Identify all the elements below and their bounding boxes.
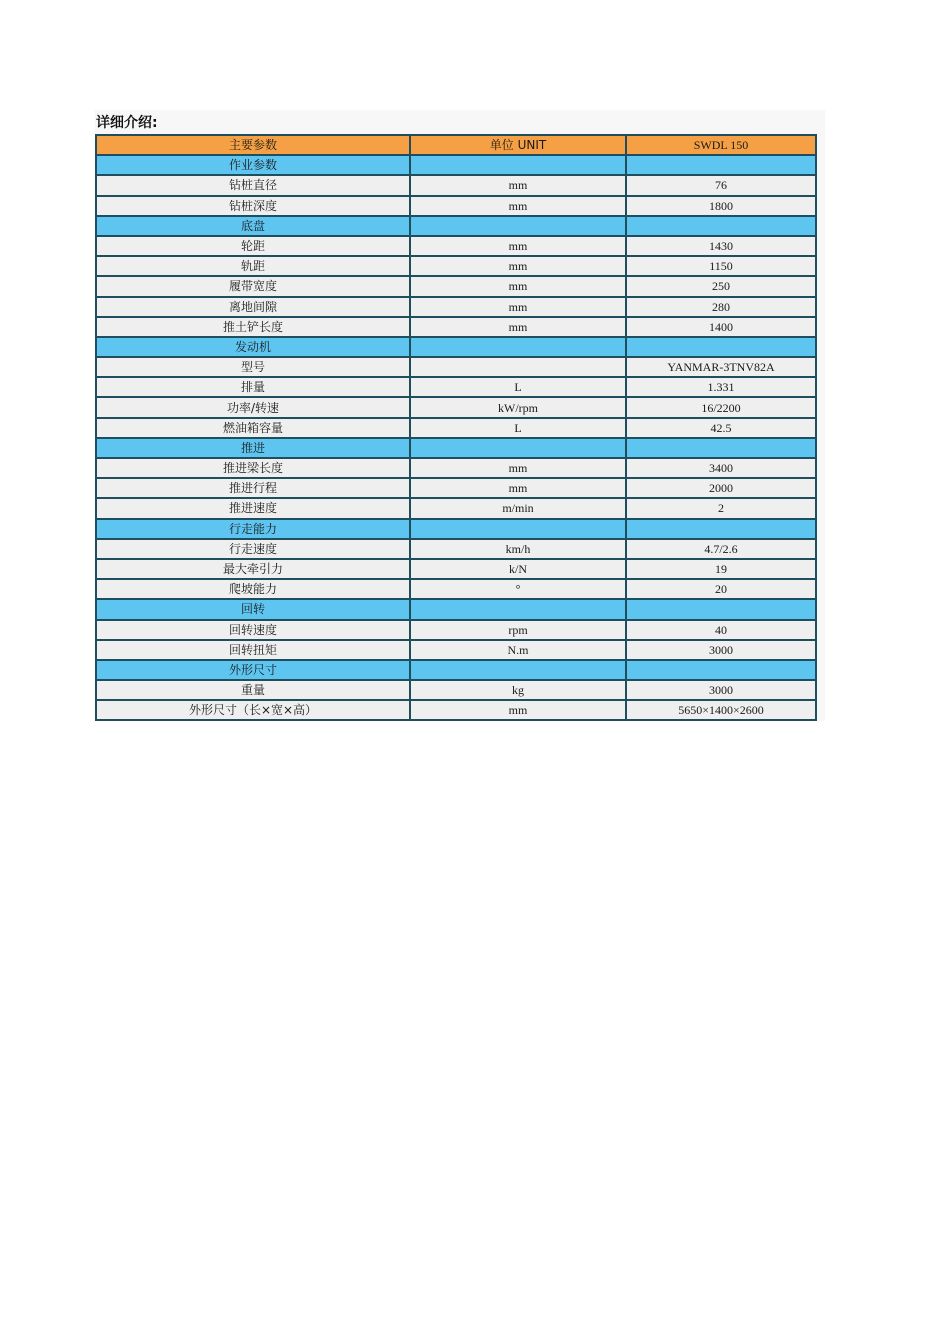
unit-cell (411, 661, 627, 681)
table-row (97, 277, 815, 297)
unit-cell: k/N (411, 560, 627, 580)
header-param: 主要参数 (97, 136, 411, 156)
group-label-cell: 作业参数 (97, 156, 411, 176)
table-row (97, 298, 815, 318)
table-row (97, 197, 815, 217)
table-row (97, 621, 815, 641)
unit-cell: mm (411, 318, 627, 338)
table-row (97, 540, 815, 560)
unit-cell: kg (411, 681, 627, 701)
param-cell: 外形尺寸（长×宽×高） (97, 701, 411, 719)
table-group-row (97, 661, 815, 681)
param-cell: 型号 (97, 358, 411, 378)
unit-cell (411, 358, 627, 378)
header-model: SWDL 150 (627, 136, 815, 156)
unit-cell: kW/rpm (411, 398, 627, 418)
unit-cell: rpm (411, 621, 627, 641)
table-row (97, 176, 815, 196)
value-cell: 1800 (627, 197, 815, 217)
param-cell: 最大牵引力 (97, 560, 411, 580)
param-cell: 回转扭矩 (97, 641, 411, 661)
group-label-cell: 推进 (97, 439, 411, 459)
param-cell: 推进速度 (97, 499, 411, 519)
param-cell: 离地间隙 (97, 298, 411, 318)
value-cell (627, 661, 815, 681)
header-unit: 单位 UNIT (411, 136, 627, 156)
param-cell: 回转速度 (97, 621, 411, 641)
value-cell: 1400 (627, 318, 815, 338)
param-cell: 钻桩深度 (97, 197, 411, 217)
unit-cell: m/min (411, 499, 627, 519)
value-cell: YANMAR-3TNV82A (627, 358, 815, 378)
table-row (97, 257, 815, 277)
value-cell (627, 338, 815, 358)
value-cell: 76 (627, 176, 815, 196)
value-cell: 2 (627, 499, 815, 519)
unit-cell: L (411, 378, 627, 398)
table-row (97, 459, 815, 479)
param-cell: 排量 (97, 378, 411, 398)
param-cell: 钻桩直径 (97, 176, 411, 196)
unit-cell (411, 156, 627, 176)
table-group-row (97, 217, 815, 237)
param-cell: 轨距 (97, 257, 411, 277)
param-cell: 推土铲长度 (97, 318, 411, 338)
value-cell: 3400 (627, 459, 815, 479)
unit-cell: mm (411, 237, 627, 257)
unit-cell: mm (411, 479, 627, 499)
unit-cell: km/h (411, 540, 627, 560)
value-cell (627, 600, 815, 620)
value-cell: 3000 (627, 681, 815, 701)
table-row (97, 580, 815, 600)
table-row (97, 419, 815, 439)
value-cell (627, 439, 815, 459)
unit-cell (411, 600, 627, 620)
unit-cell: ° (411, 580, 627, 600)
detail-section (95, 110, 825, 721)
table-row (97, 479, 815, 499)
table-row (97, 378, 815, 398)
unit-cell: L (411, 419, 627, 439)
unit-cell: mm (411, 459, 627, 479)
unit-cell: mm (411, 701, 627, 719)
value-cell: 20 (627, 580, 815, 600)
param-cell: 轮距 (97, 237, 411, 257)
param-cell: 燃油箱容量 (97, 419, 411, 439)
unit-cell: mm (411, 277, 627, 297)
table-group-row (97, 520, 815, 540)
param-cell: 推进行程 (97, 479, 411, 499)
unit-cell: N.m (411, 641, 627, 661)
param-cell: 推进梁长度 (97, 459, 411, 479)
table-row (97, 560, 815, 580)
table-row (97, 641, 815, 661)
param-cell: 爬坡能力 (97, 580, 411, 600)
value-cell: 280 (627, 298, 815, 318)
value-cell: 1150 (627, 257, 815, 277)
value-cell: 1.331 (627, 378, 815, 398)
unit-cell (411, 439, 627, 459)
table-row (97, 681, 815, 701)
value-cell (627, 156, 815, 176)
value-cell: 16/2200 (627, 398, 815, 418)
param-cell: 功率/转速 (97, 398, 411, 418)
value-cell: 5650×1400×2600 (627, 701, 815, 719)
value-cell (627, 520, 815, 540)
table-group-row (97, 439, 815, 459)
table-row (97, 701, 815, 719)
group-label-cell: 行走能力 (97, 520, 411, 540)
value-cell: 42.5 (627, 419, 815, 439)
value-cell: 40 (627, 621, 815, 641)
value-cell: 250 (627, 277, 815, 297)
table-row (97, 499, 815, 519)
table-group-row (97, 600, 815, 620)
unit-cell: mm (411, 197, 627, 217)
value-cell: 19 (627, 560, 815, 580)
table-header-row (97, 136, 815, 156)
spec-table-body (97, 136, 815, 719)
unit-cell: mm (411, 176, 627, 196)
unit-cell (411, 338, 627, 358)
table-group-row (97, 338, 815, 358)
param-cell: 行走速度 (97, 540, 411, 560)
group-label-cell: 外形尺寸 (97, 661, 411, 681)
unit-cell (411, 520, 627, 540)
table-row (97, 398, 815, 418)
spec-table (95, 134, 817, 721)
unit-cell: mm (411, 298, 627, 318)
value-cell: 3000 (627, 641, 815, 661)
param-cell: 重量 (97, 681, 411, 701)
table-row (97, 318, 815, 338)
group-label-cell: 底盘 (97, 217, 411, 237)
param-cell: 履带宽度 (97, 277, 411, 297)
group-label-cell: 发动机 (97, 338, 411, 358)
group-label-cell: 回转 (97, 600, 411, 620)
table-row (97, 358, 815, 378)
table-group-row (97, 156, 815, 176)
section-heading: 详细介绍: (96, 115, 158, 131)
value-cell: 2000 (627, 479, 815, 499)
unit-cell: mm (411, 257, 627, 277)
value-cell (627, 217, 815, 237)
unit-cell (411, 217, 627, 237)
table-row (97, 237, 815, 257)
value-cell: 4.7/2.6 (627, 540, 815, 560)
value-cell: 1430 (627, 237, 815, 257)
